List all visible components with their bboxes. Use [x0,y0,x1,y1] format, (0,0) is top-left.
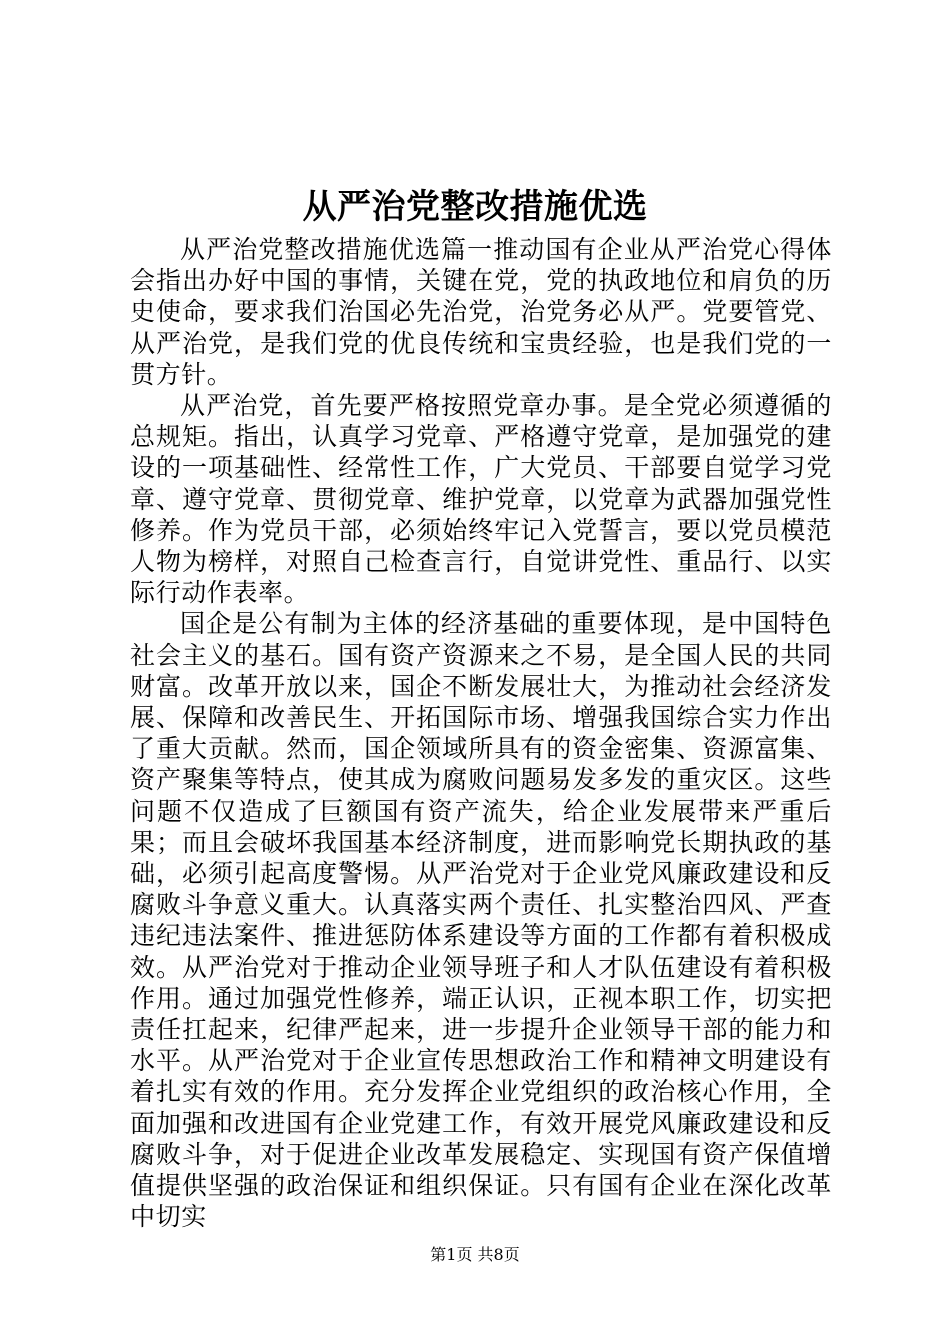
page-footer [0,1244,950,1266]
paragraph-1: 从严治党整改措施优选篇一推动国有企业从严治党心得体会指出办好中国的事情，关键在党，党的执政地位和肩负的历史使命，要求我们治国必先治党，治党务必从严。党要管党、从严治党，是我们党的优良传统和宝贵经验，也是我们党的一贯方针。 [130,235,832,389]
document-body [130,234,832,1233]
paragraph-3: 国企是公有制为主体的经济基础的重要体现，是中国特色社会主义的基石。国有资产资源来之不易，是全国人民的共同财富。改革开放以来，国企不断发展壮大，为推动社会经济发展、保障和改善民生、开拓国际市场、增强我国综合实力作出了重大贡献。然而，国企领域所具有的资金密集、资源富集、资产聚集等特点，使其成为腐败问题易发多发的重灾区。这些问题不仅造成了巨额国有资产流失，给企业发展带来严重后果；而且会破坏我国基本经济制度，进而影响党长期执政的基础，必须引起高度警惕。从严治党对于企业党风廉政建设和反腐败斗争意义重大。认真落实两个责任、扎实整治四风、严查违纪违法案件、推进惩防体系建设等方面的工作都有着积极成效。从严治党对于推动企业领导班子和人才队伍建设有着积极作用。通过加强党性修养，端正认识，正视本职工作，切实把责任扛起来，纪律严起来，进一步提升企业领导干部的能力和水平。从严治党对于企业宣传思想政治工作和精神文明建设有着扎实有效的作用。充分发挥企业党组织的政治核心作用，全面加强和改进国有企业党建工作，有效开展党风廉政建设和反腐败斗争，对于促进企业改革发展稳定、实现国有资产保值增值提供坚强的政治保证和组织保证。只有国有企业在深化改革中切实 [130,609,832,1232]
document-title: 从严治党整改措施优选 [302,187,648,227]
page-number: 第1页 [430,1245,473,1264]
total-pages: 共8页 [477,1245,520,1264]
paragraph-2: 从严治党，首先要严格按照党章办事。是全党必须遵循的总规矩。指出，认真学习党章、严格遵守党章，是加强党的建设的一项基础性、经常性工作，广大党员、干部要自觉学习党章、遵守党章、贯彻党章、维护党章，以党章为武器加强党性修养。作为党员干部，必须始终牢记入党誓言，要以党员模范人物为榜样，对照自己检查言行，自觉讲党性、重品行、以实际行动作表率。 [130,391,832,608]
